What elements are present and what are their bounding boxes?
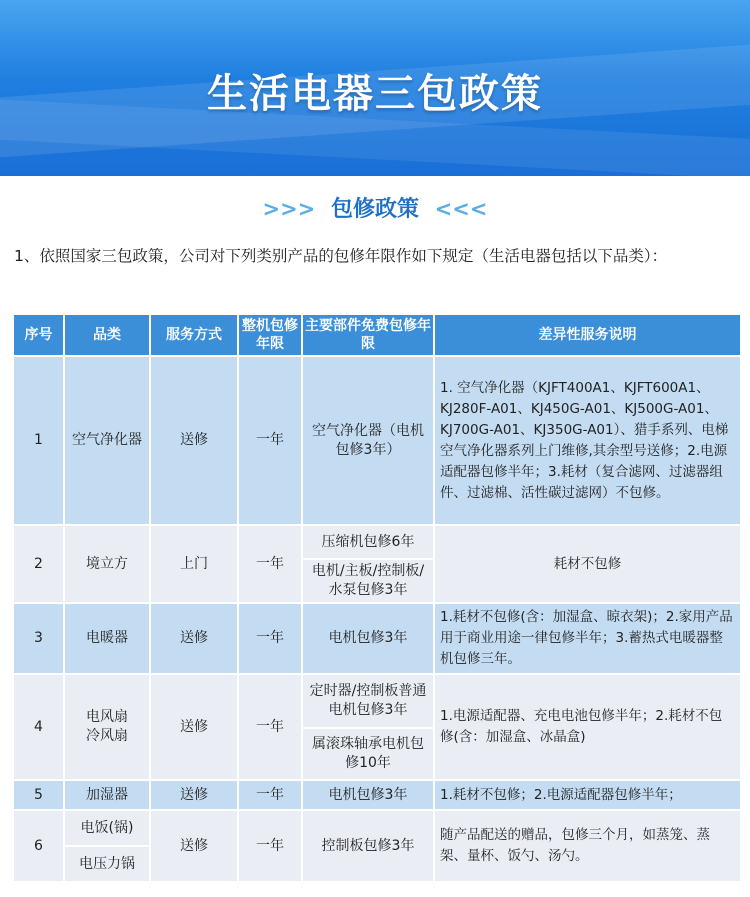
- table-row: [14, 811, 740, 845]
- cell-warranty: 一年: [239, 604, 301, 673]
- category-line: 冷风扇: [86, 728, 128, 744]
- table-row: [14, 357, 740, 524]
- cell-category: 空气净化器: [65, 357, 149, 524]
- cell-service: 送修: [151, 357, 237, 524]
- page-title: 生活电器三包政策: [207, 71, 543, 117]
- section-heading: [0, 192, 750, 223]
- cell-parts: 电机包修3年: [303, 604, 433, 673]
- cell-no: 6: [14, 811, 63, 881]
- cell-service: 上门: [151, 526, 237, 602]
- warranty-table: [12, 313, 742, 883]
- cell-parts: 定时器/控制板普通电机包修3年: [303, 675, 433, 727]
- cell-parts: 电机包修3年: [303, 781, 433, 809]
- cell-service: 送修: [151, 604, 237, 673]
- cell-service: 送修: [151, 811, 237, 881]
- cell-category: 境立方: [65, 526, 149, 602]
- cell-notes: 1.耗材不包修；2.电源适配器包修半年；: [435, 781, 740, 809]
- header-banner: [0, 0, 750, 176]
- header-service: 服务方式: [151, 315, 237, 355]
- table-row: [14, 675, 740, 727]
- cell-category: [65, 675, 149, 779]
- cell-category: 电饭(锅): [65, 811, 149, 845]
- cell-no: 1: [14, 357, 63, 524]
- table-row: [14, 781, 740, 809]
- cell-warranty: 一年: [239, 526, 301, 602]
- cell-category: 加湿器: [65, 781, 149, 809]
- intro-text: 1、依照国家三包政策，公司对下列类别产品的包修年限作如下规定（生活电器包括以下品类）：: [14, 247, 668, 265]
- cell-category: 电暖器: [65, 604, 149, 673]
- cell-no: 5: [14, 781, 63, 809]
- cell-no: 4: [14, 675, 63, 779]
- cell-parts: 控制板包修3年: [303, 811, 433, 881]
- cell-warranty: 一年: [239, 811, 301, 881]
- table-row: [14, 526, 740, 558]
- cell-parts: 压缩机包修6年: [303, 526, 433, 558]
- cell-notes: 1.耗材不包修(含：加湿盒、晾衣架)；2.家用产品用于商业用途一律包修半年；3.蓄热式电暖器整机包修三年。: [435, 604, 740, 673]
- cell-warranty: 一年: [239, 781, 301, 809]
- arrows-left-icon: >>>: [262, 197, 316, 221]
- header-parts: 主要部件免费包修年限: [303, 315, 433, 355]
- cell-service: 送修: [151, 675, 237, 779]
- section-title: 包修政策: [330, 197, 419, 222]
- cell-parts: 电机/主板/控制板/水泵包修3年: [303, 560, 433, 602]
- category-line: 电风扇: [86, 709, 128, 725]
- header-notes: 差异性服务说明: [435, 315, 740, 355]
- cell-notes: 耗材不包修: [435, 526, 740, 602]
- cell-no: 3: [14, 604, 63, 673]
- table-header-row: [14, 315, 740, 355]
- cell-category: 电压力锅: [65, 847, 149, 881]
- cell-notes: 随产品配送的赠品，包修三个月，如蒸笼、蒸架、量杯、饭勺、汤勺。: [435, 811, 740, 881]
- cell-warranty: 一年: [239, 675, 301, 779]
- header-category: 品类: [65, 315, 149, 355]
- cell-parts: 空气净化器（电机包修3年）: [303, 357, 433, 524]
- cell-warranty: 一年: [239, 357, 301, 524]
- header-warranty: 整机包修年限: [239, 315, 301, 355]
- cell-no: 2: [14, 526, 63, 602]
- cell-service: 送修: [151, 781, 237, 809]
- table-row: [14, 604, 740, 673]
- header-no: 序号: [14, 315, 63, 355]
- cell-parts: 属滚珠轴承电机包修10年: [303, 729, 433, 779]
- cell-notes: 1.电源适配器、充电电池包修半年；2.耗材不包修(含：加湿盒、冰晶盒): [435, 675, 740, 779]
- arrows-right-icon: <<<: [434, 197, 488, 221]
- cell-notes: 1. 空气净化器（KJFT400A1、KJFT600A1、KJ280F-A01、KJ450G-A01、KJ500G-A01、KJ700G-A01、KJ350G-A01）、猎手系列、电梯空气净化器系列上门维修,其余型号送修；2.电源适配器包修半年；3.耗材（复合滤网、过滤器组件、过滤棉、活性碳过滤网）不包修。: [435, 357, 740, 524]
